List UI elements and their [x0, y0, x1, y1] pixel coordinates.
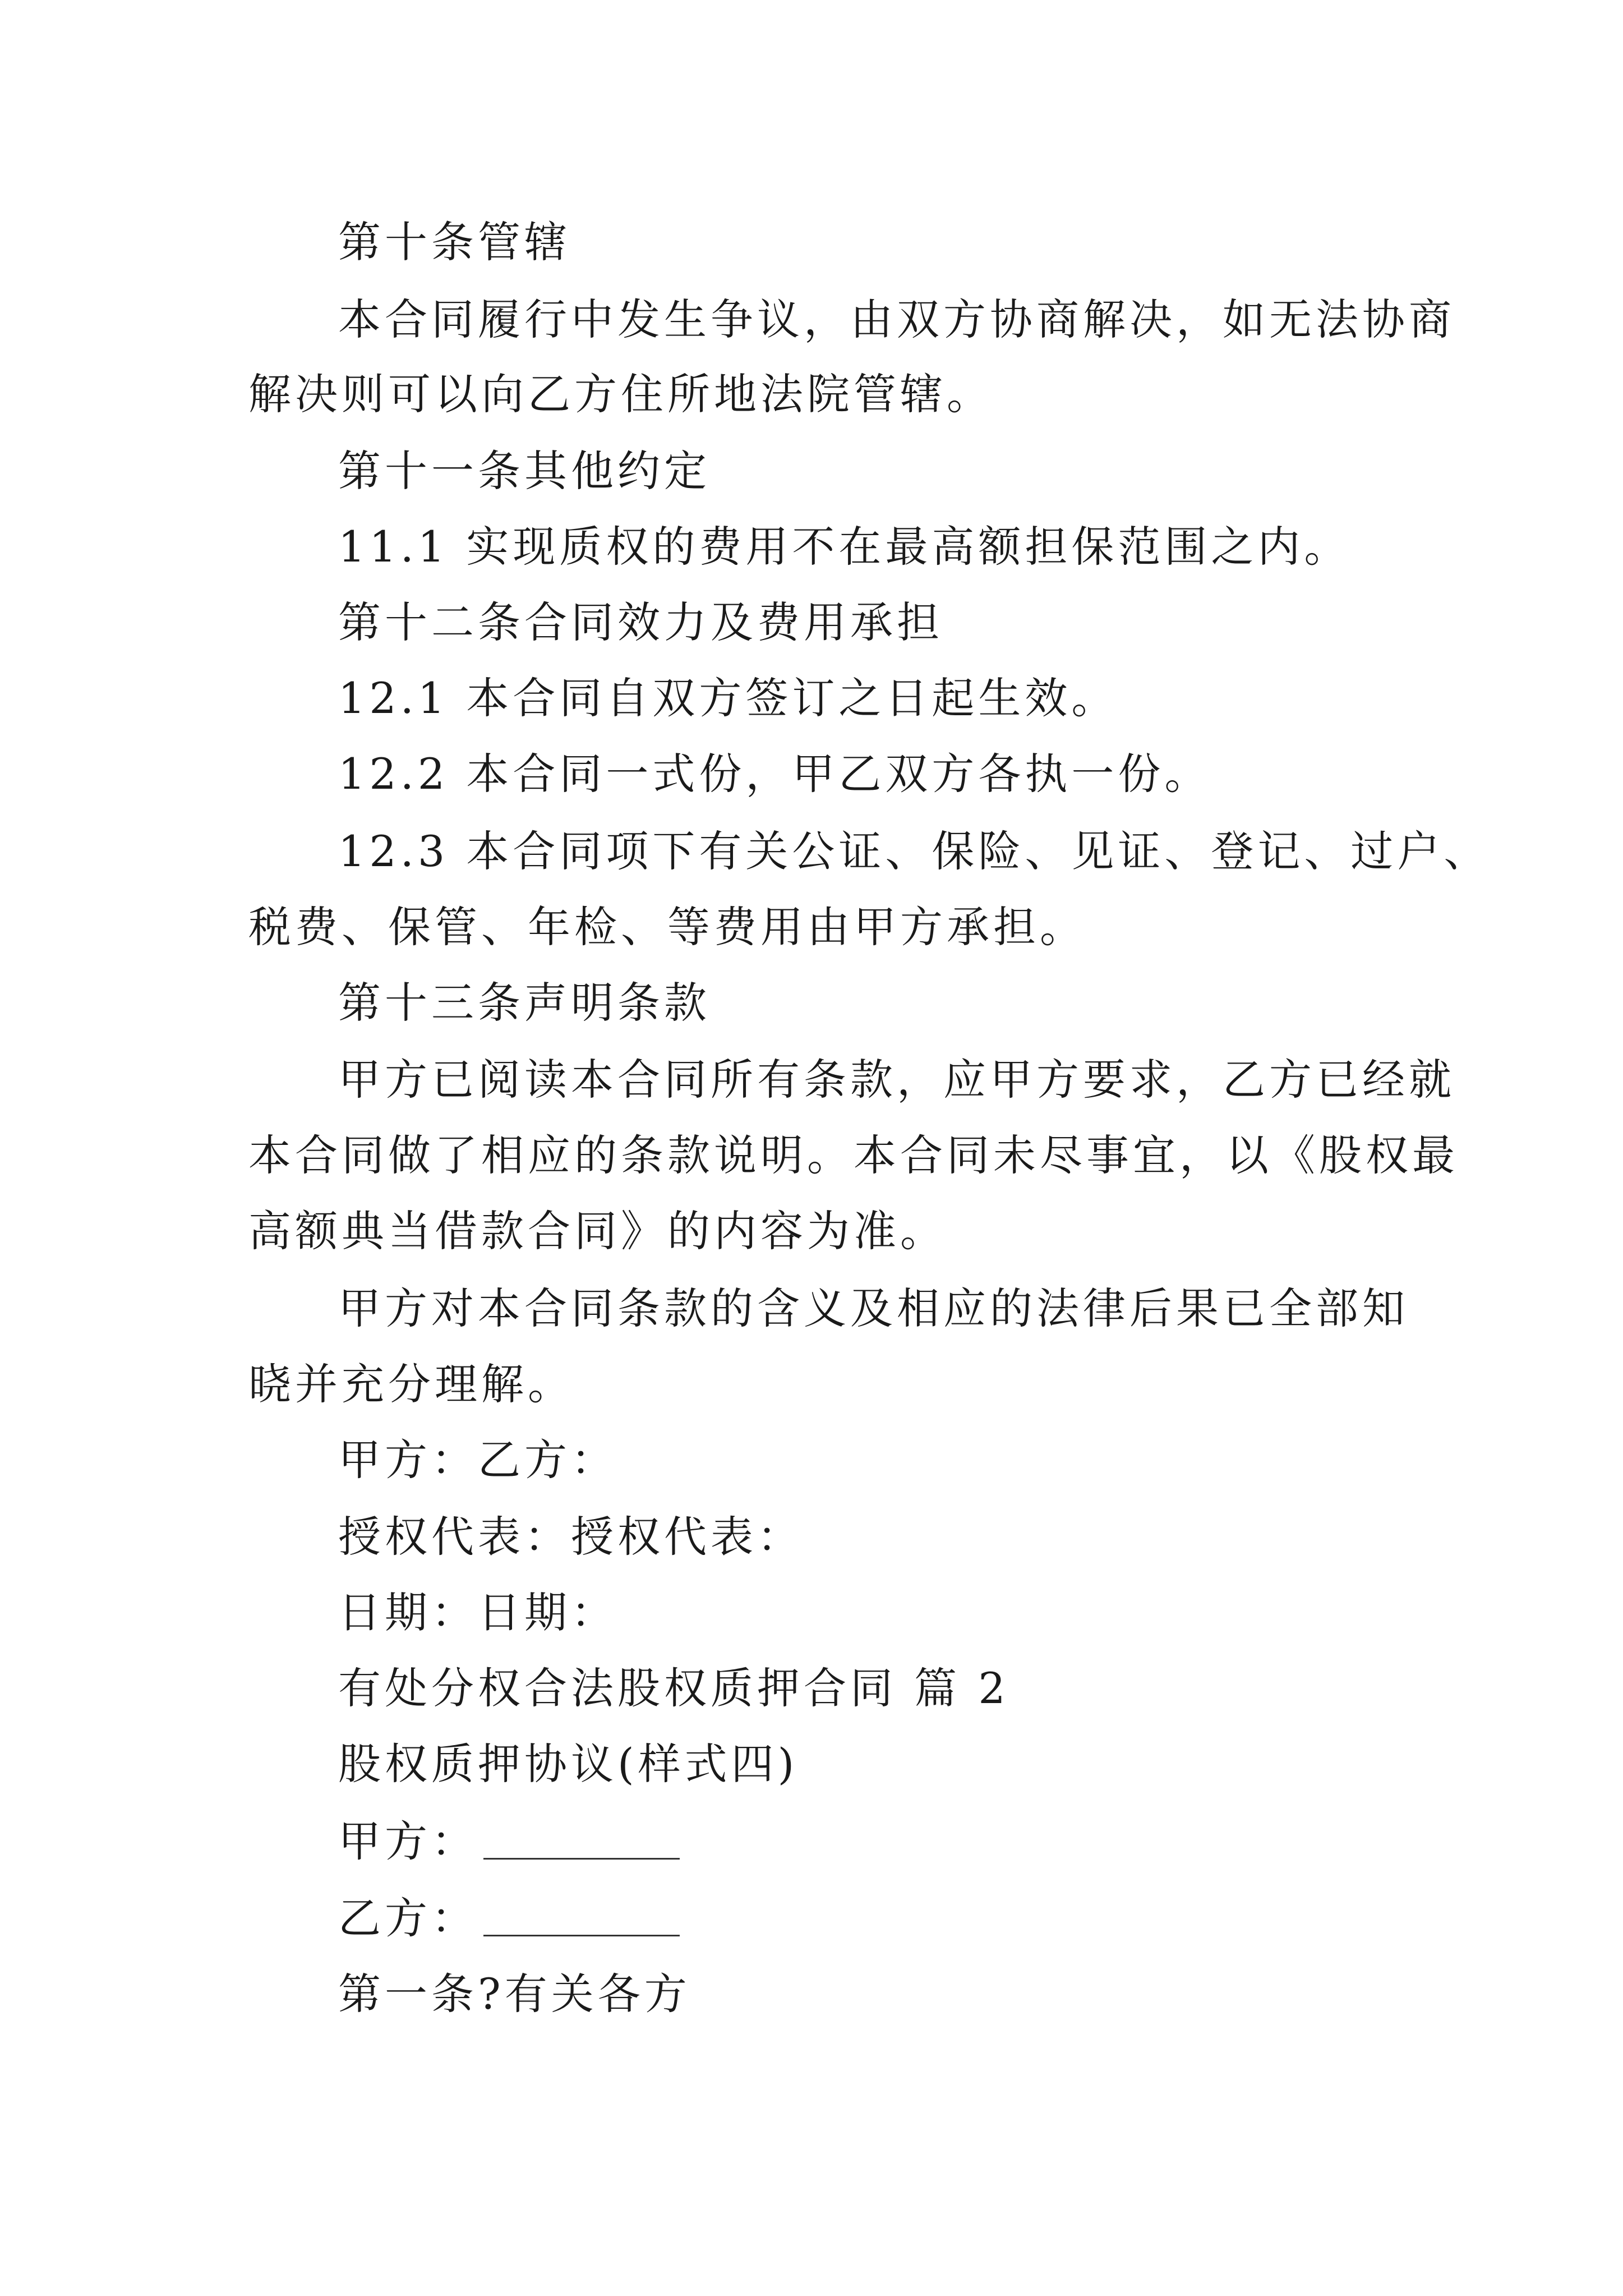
signature-dates: 日期：日期： [338, 1588, 617, 1637]
article-12-heading: 第十二条合同效力及费用承担 [338, 597, 943, 647]
article-10-text-line-1: 本合同履行中发生争议，由双方协商解决，如无法协商 [338, 295, 1455, 344]
article-13-para-2-line-2: 晓并充分理解。 [248, 1359, 574, 1409]
clause-11-1: 11.1 实现质权的费用不在最高额担保范围之内。 [338, 522, 1351, 572]
article-11-heading: 第十一条其他约定 [338, 446, 711, 496]
party-b-line [338, 1890, 680, 1947]
party-b-blank [483, 1932, 680, 1936]
article-1-heading: 第一条?有关各方 [338, 1969, 691, 2019]
article-13-para-1-line-2: 本合同做了相应的条款说明。本合同未尽事宜，以《股权最 [248, 1130, 1459, 1180]
article-13-para-2-line-1: 甲方对本合同条款的含义及相应的法律后果已全部知 [338, 1283, 1409, 1333]
clause-12-3-line-2: 税费、保管、年检、等费用由甲方承担。 [248, 902, 1086, 952]
party-b-label: 乙方： [338, 1893, 478, 1943]
article-10-heading: 第十条管辖 [338, 217, 571, 267]
clause-12-2: 12.2 本合同一式份，甲乙双方各执一份。 [338, 749, 1211, 799]
clause-12-1: 12.1 本合同自双方签订之日起生效。 [338, 673, 1118, 723]
party-a-blank [483, 1856, 680, 1860]
article-13-heading: 第十三条声明条款 [338, 978, 711, 1028]
party-a-label: 甲方： [338, 1816, 478, 1866]
party-a-line [338, 1814, 680, 1870]
clause-12-3-line-1: 12.3 本合同项下有关公证、保险、见证、登记、过户、 [338, 826, 1491, 876]
signature-representatives: 授权代表：授权代表： [338, 1512, 804, 1562]
agreement-title: 股权质押协议(样式四) [338, 1739, 799, 1789]
article-13-para-1-line-1: 甲方已阅读本合同所有条款，应甲方要求，乙方已经就 [338, 1055, 1455, 1105]
article-10-text-line-2: 解决则可以向乙方住所地法院管辖。 [248, 369, 993, 419]
article-13-para-1-line-3: 高额典当借款合同》的内容为准。 [248, 1206, 947, 1256]
signature-parties: 甲方：乙方： [338, 1435, 617, 1485]
section-title: 有处分权合法股权质押合同 篇 2 [338, 1663, 1009, 1713]
